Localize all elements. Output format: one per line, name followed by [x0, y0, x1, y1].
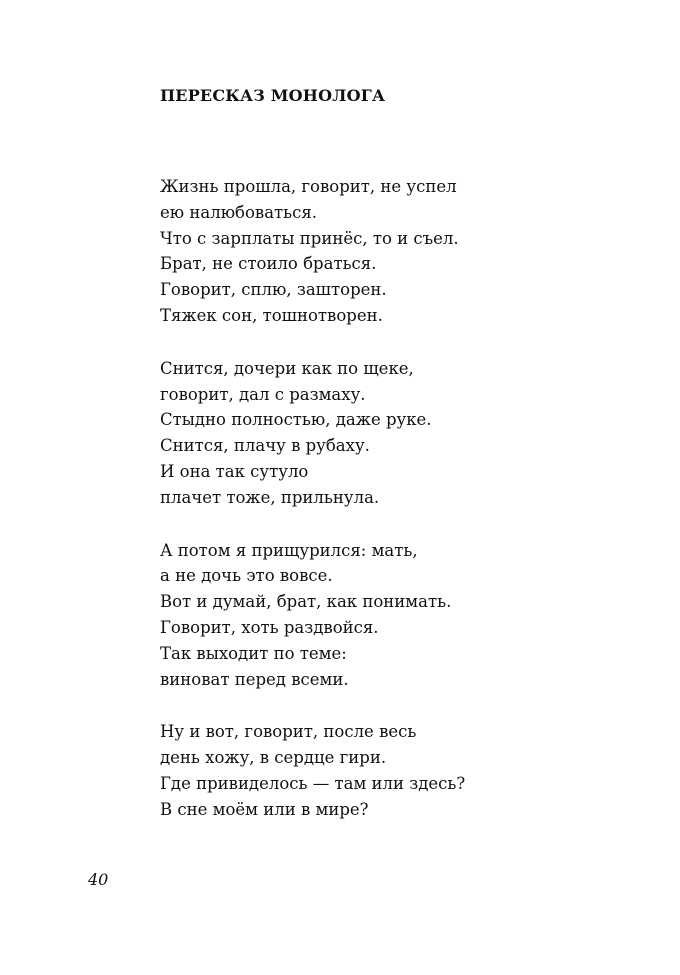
poem-line: а не дочь это вовсе.: [160, 566, 333, 586]
poem-line: И она так сутуло: [160, 461, 309, 481]
poem-line: плачет тоже, прильнула.: [160, 487, 380, 507]
stanza-4: [160, 719, 620, 822]
poem-line: Говорит, хоть раздвойся.: [160, 617, 379, 637]
poem-line: Брат, не стоило браться.: [160, 254, 377, 274]
poem-line: виноват перед всеми.: [160, 669, 349, 689]
poem-line: Где привиделось — там или здесь?: [160, 773, 466, 793]
stanza-2: [160, 356, 620, 511]
poem-line: Ну и вот, говорит, после весь: [160, 722, 417, 742]
poem-line: Так выходит по теме:: [160, 643, 347, 663]
poem-line: А потом я прищурился: мать,: [160, 540, 418, 560]
poem-line: Жизнь прошла, говорит, не успел: [160, 177, 457, 196]
poem-line: Снится, плачу в рубаху.: [160, 436, 370, 456]
poem-line: В сне моём или в мире?: [160, 799, 369, 819]
poem-title: ПЕРЕСКАЗ МОНОЛОГА: [160, 86, 386, 105]
stanza-3: [160, 538, 620, 693]
poem-line: ею налюбоваться.: [160, 202, 318, 222]
poem-line: день хожу, в сердце гири.: [160, 748, 387, 768]
poem-line: Вот и думай, брат, как понимать.: [160, 592, 452, 612]
poem-line: Снится, дочери как по щеке,: [160, 358, 414, 378]
poem-line: Стыдно полностью, даже руке.: [160, 410, 432, 430]
stanza-1: [160, 174, 620, 329]
poem-line: Тяжек сон, тошнотворен.: [160, 305, 383, 325]
poem-line: говорит, дал с размаху.: [160, 384, 366, 404]
page-number: 40: [88, 870, 109, 889]
poem-line: Говорит, сплю, зашторен.: [160, 280, 387, 300]
poem-line: Что с зарплаты принёс, то и съел.: [160, 228, 459, 248]
poem-body: [160, 174, 620, 850]
